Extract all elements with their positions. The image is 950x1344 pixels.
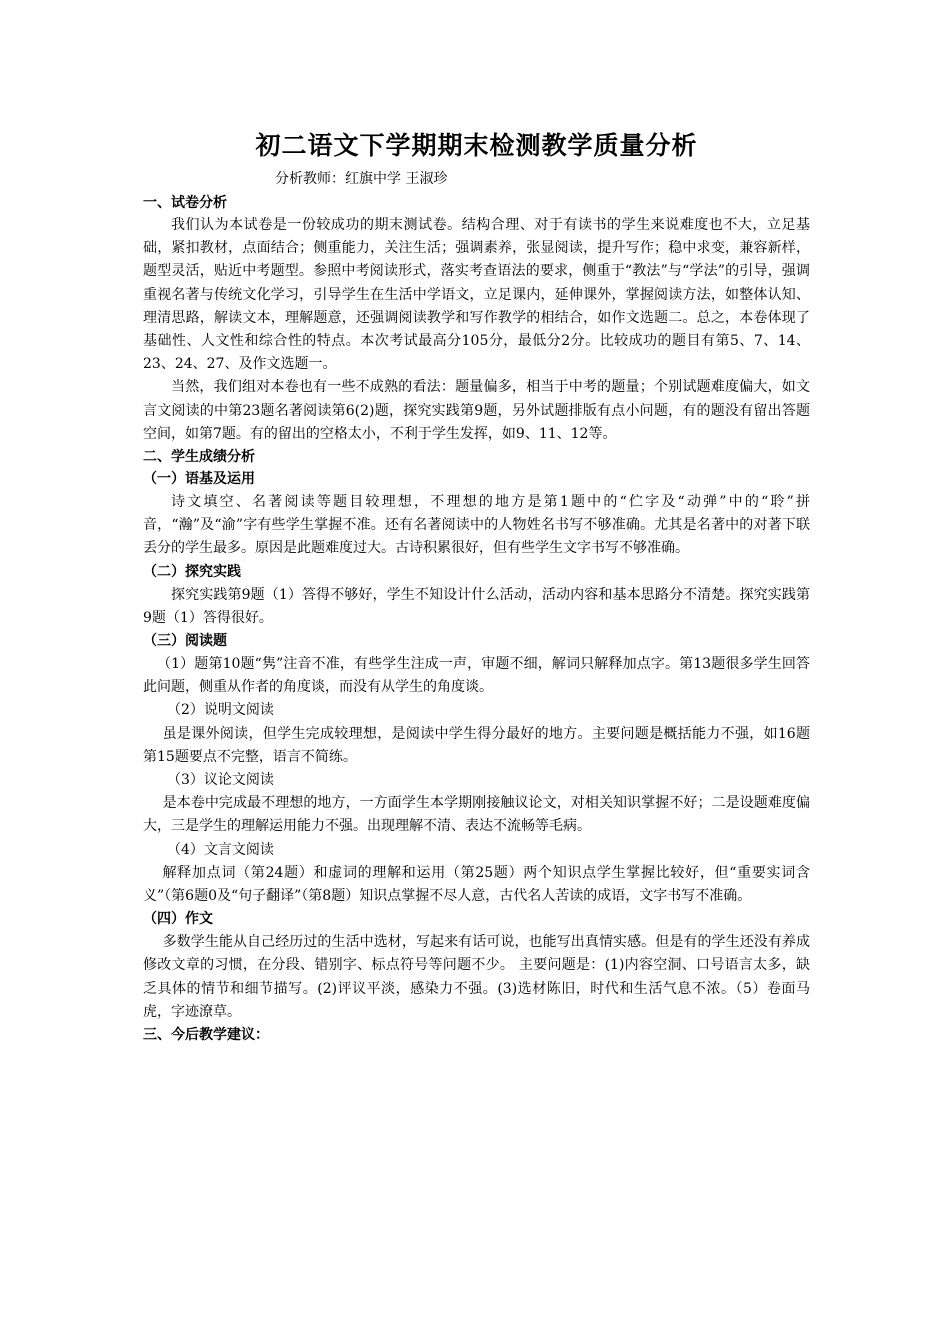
paragraph: 我们认为本试卷是一份较成功的期末测试卷。结构合理、对于有读书的学生来说难度也不大，立足基础，紧扣教材，点面结合；侧重能力，关注生活；强调素养，张显阅读，提升写作；稳中求变，兼容新样，题型灵活，贴近中考题型。参照中考阅读形式，落实考查语法的要求，侧重于“教法”与“学法”的引导，强调重视名著与传统文化学习，引导学生在生活中学语文，立足课内，延伸课外，掌握阅读方法，如整体认知、理清思路，解读文本，理解题意，还强调阅读教学和写作教学的相结合，如作文选题二。总之，本卷体现了基础性、人文性和综合性的特点。本次考试最高分105分，最低分2分。比较成功的题目有第5、7、14、23、24、27、及作文选题一。 xyxy=(143,217,810,373)
paragraph: 是本卷中完成最不理想的地方，一方面学生本学期刚接触议论文，对相关知识掌握不好；二是设题难度偏大，三是学生的理解运用能力不强。出现理解不清、表达不流畅等毛病。 xyxy=(143,795,810,835)
section-heading-score-analysis: 二、学生成绩分析 xyxy=(143,449,255,466)
subsection-heading-language-basics: （一）语基及运用 xyxy=(143,471,255,488)
reading-item-label-classical: （4）文言文阅读 xyxy=(167,841,274,858)
subsection-heading-inquiry-practice: （二）探究实践 xyxy=(143,563,241,580)
author-byline: 分析教师：红旗中学 王淑珍 xyxy=(275,171,448,187)
subsection-heading-composition: （四）作文 xyxy=(143,911,213,928)
paragraph: 虽是课外阅读，但学生完成较理想，是阅读中学生得分最好的地方。主要问题是概括能力不强，如16题第15题要点不完整，语言不简练。 xyxy=(143,725,810,765)
paragraph: 诗文填空、名著阅读等题目较理想，不理想的地方是第1题中的“伫字及“动弹”中的“聆”拼音，“瀚”及“渝”字有些学生掌握不准。还有名著阅读中的人物姓名书写不够准确。尤其是名著中的对著下联丢分的学生最多。原因是此题难度过大。古诗积累很好，但有些学生文字书写不够准确。 xyxy=(143,494,810,557)
section-heading-teaching-suggestions: 三、今后教学建议： xyxy=(143,1027,269,1044)
document-page xyxy=(143,128,810,1046)
reading-item-label-argumentative: （3）议论文阅读 xyxy=(167,772,274,789)
paragraph: 当然，我们组对本卷也有一些不成熟的看法：题量偏多，相当于中考的题量；个别试题难度偏大，如文言文阅读的中第23题名著阅读第6(2)题，探究实践第9题，另外试题排版有点小问题，有的题没有留出答题空间，如第7题。有的留出的空格太小，不利于学生发挥，如9、11、12等。 xyxy=(143,379,810,442)
paragraph: 解释加点词（第24题）和虚词的理解和运用（第25题）两个知识点学生掌握比较好，但“重要实词含义”（第6题0及“句子翻译”（第8题）知识点掌握不尽人意，古代名人苦读的成语，文字书写不准确。 xyxy=(143,864,810,905)
section-heading-paper-analysis: 一、试卷分析 xyxy=(143,195,227,211)
subsection-heading-reading: （三）阅读题 xyxy=(143,633,227,650)
paragraph: 探究实践第9题（1）答得不够好，学生不知设计什么活动，活动内容和基本思路分不清楚。探究实践第9题（1）答得很好。 xyxy=(143,586,810,626)
paragraph: （1）题第10题“隽”注音不准，有些学生注成一声，审题不细，解词只解释加点字。第13题很多学生回答此问题，侧重从作者的角度谈，而没有从学生的角度谈。 xyxy=(143,656,810,696)
paragraph: 多数学生能从自己经历过的生活中选材，写起来有话可说，也能写出真情实感。但是有的学生还没有养成修改文章的习惯，在分段、错别字、标点符号等问题不少。 主要问题是：(1)内容空洞、口号语言太多，缺乏具体的情节和细节描写。(2)评议平淡，感染力不强。(3)选材陈旧，时代和生活气息不浓。（5）卷面马虎，字迹潦草。 xyxy=(143,934,810,1020)
reading-item-label-expository: （2）说明文阅读 xyxy=(167,702,274,719)
document-title: 初二语文下学期期末检测教学质量分析 xyxy=(255,131,698,160)
